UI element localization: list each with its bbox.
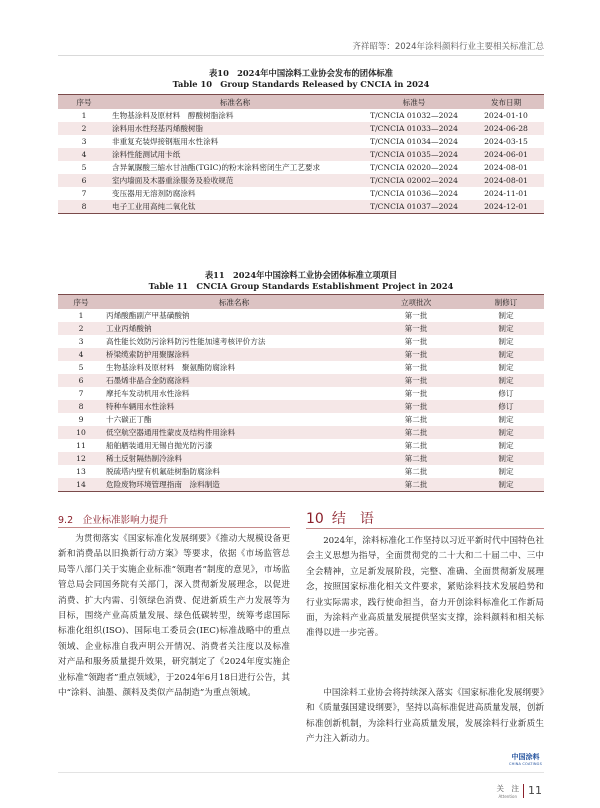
table-cell: 2024-12-01: [468, 200, 544, 214]
table-cell: 2: [58, 322, 104, 335]
table-cell: T/CNCIA 01036—2024: [370, 189, 458, 198]
table-cell: 3: [81, 137, 87, 146]
table-cell: 第二批: [364, 478, 468, 492]
table-cell: 含异氰脲酸三缩水甘油酯(TGIC)的粉末涂料密闭生产工艺要求: [112, 163, 321, 172]
table-cell: 制定: [498, 441, 514, 450]
table-cell: 6: [58, 174, 110, 187]
table-cell: 石墨烯非晶合金防腐涂料: [104, 374, 364, 387]
table11-header-cell: 序号: [58, 295, 104, 310]
section-9-2-rule: [58, 527, 290, 528]
table-cell: 制定: [468, 322, 544, 335]
table-cell: 7: [78, 389, 84, 398]
running-head: 齐祥昭等：2024年涂料颜料行业主要相关标准汇总: [352, 42, 544, 52]
table-cell: 危险废物环境管理指南 涂料制造: [104, 478, 364, 492]
table-row: [58, 200, 544, 214]
table10-header-cell: 标准名称: [110, 95, 360, 110]
table-cell: 制定: [468, 478, 544, 492]
section-9-2-body: 为贯彻落实《国家标准化发展纲要》《推动大规模设备更新和消费品以旧换新行动方案》等要求，依据《市场监管总局等八部门关于实施企业标准“领跑者”制度的意见》，市场监管总局会同国务院有关部门，深入贯彻新发展理念，以促进消费、扩大内需、引领绿色消费、促进新质生产力发展等为目标，围绕产业高质量发展、绿色低碳转型，统筹考虑国际标准化组织(ISO)、国际电工委员会(IEC)标准战略中的重点领域、企业标准自我声明公开情况、消费者关注度以及标准对产品和服务质量提升效果，研究制定了《2024年度实施企业标准“领跑者”重点领域》，于2024年6月18日进行公告，其中“涂料、油墨、颜料及类似产品制造”为重点领域。: [58, 534, 290, 699]
table-cell: 高性能长效防污涂料防污性能加速考核评价方法: [106, 337, 266, 346]
table-row: [58, 335, 544, 348]
table-row: [58, 400, 544, 413]
table-cell: 14: [58, 478, 104, 492]
table11-header-cell: 制修订: [468, 295, 544, 310]
table-cell: 制定: [468, 348, 544, 361]
table-cell: 桥梁缆索防护用聚脲涂料: [104, 348, 364, 361]
table-cell: 9: [78, 415, 84, 424]
table-cell: 第一批: [364, 374, 468, 387]
section-10-rule: [306, 528, 544, 529]
table-cell: 丙烯酸酯副产甲基磺酸钠: [106, 311, 190, 320]
section-10-paragraph-1: 2024年，涂料标准化工作坚持以习近平新时代中国特色社会主义思想为指导，全面贯彻党的二十大和二十届二中、三中全会精神，立足新发展阶段，完整、准确、全面贯彻新发展理念，按照国家标准化相关文件要求，紧贴涂料技术发展趋势和行业实际需求，践行使命担当，奋力开创涂料标准化工作新局面，为涂料产业高质量发展提供坚实支撑，涂料颜料和相关标准得以进一步完善。: [306, 536, 544, 639]
table-cell: T/CNCIA 02002—2024: [360, 174, 468, 187]
table-row: [58, 439, 544, 452]
table-cell: 5: [81, 163, 87, 172]
table-cell: 12: [58, 452, 104, 465]
table-cell: 生物基涂料及原材料 聚氨酯防腐涂料: [106, 363, 236, 372]
table-cell: 制定: [468, 426, 544, 439]
table11-header-row: [58, 295, 544, 310]
table-cell: 7: [81, 189, 87, 198]
table-row: [58, 109, 544, 122]
table-cell: 制定: [498, 311, 514, 320]
table10-header-cell: 序号: [58, 95, 110, 110]
footer-section: [497, 783, 520, 799]
table-cell: 10: [58, 426, 104, 439]
table10-caption-en: Table 10 Group Standards Released by CNCIA in 2024: [172, 79, 430, 89]
table-cell: 第二批: [364, 426, 468, 439]
page-footer: [497, 780, 543, 799]
table-cell: 8: [58, 400, 104, 413]
table11: [58, 294, 544, 492]
page-number: 11: [528, 784, 542, 797]
table-cell: 制定: [498, 337, 514, 346]
table-cell: 2024-08-01: [468, 174, 544, 187]
table-cell: T/CNCIA 01034—2024: [370, 137, 458, 146]
footer-bar: [523, 784, 524, 798]
table-row: [58, 361, 544, 374]
table-cell: 十六碳正丁酯: [106, 415, 152, 424]
table-row: [58, 387, 544, 400]
table11-header-cell: 标准名称: [104, 295, 364, 310]
table-cell: 稀土反射隔热制冷涂料: [104, 452, 364, 465]
table-cell: 第二批: [404, 415, 428, 424]
table-row: [58, 322, 544, 335]
table-cell: 2024-06-01: [468, 148, 544, 161]
table-cell: 涂料性能测试用卡纸: [110, 148, 360, 161]
table-cell: 13: [76, 467, 86, 476]
table-row: [58, 161, 544, 174]
table-cell: 2024-03-15: [484, 137, 528, 146]
table10-caption: [58, 68, 544, 90]
table-cell: 低空航空器通用性蒙皮及结构件用涂料: [104, 426, 364, 439]
table-cell: 修订: [468, 400, 544, 413]
table-cell: 制定: [498, 363, 514, 372]
table-row: [58, 348, 544, 361]
table-cell: T/CNCIA 01035—2024: [360, 148, 468, 161]
table-cell: T/CNCIA 02020—2024: [370, 163, 458, 172]
table11-caption-en: Table 11 CNCIA Group Standards Establishment Project in 2024: [148, 281, 454, 291]
logo-en: CHINA COATINGS: [508, 762, 542, 766]
footer-section-zh: 关 注: [496, 783, 519, 793]
table-row: [58, 309, 544, 322]
table-row: [58, 135, 544, 148]
section-10-heading: 结 语: [331, 511, 374, 527]
table-cell: 第一批: [404, 311, 428, 320]
logo-zh: 中国涂料: [511, 753, 540, 761]
table-row: [58, 374, 544, 387]
table-cell: 室内墙面及木器重涂服务及验收规范: [110, 174, 360, 187]
china-coatings-logo: [509, 752, 542, 766]
table-cell: 电子工业用高纯二氧化钛: [110, 200, 360, 214]
table-cell: 5: [78, 363, 84, 372]
table-row: [58, 413, 544, 426]
table-cell: 制定: [468, 374, 544, 387]
table-cell: 制定: [498, 467, 514, 476]
table-cell: 第一批: [404, 389, 428, 398]
table-cell: 2024-01-10: [484, 111, 528, 120]
table-cell: 第二批: [364, 452, 468, 465]
table10: [58, 94, 544, 214]
table-cell: 第一批: [364, 322, 468, 335]
table-cell: 3: [78, 337, 84, 346]
table-cell: 脱硫塔内壁有机氟硅树脂防腐涂料: [106, 467, 220, 476]
table-cell: 第一批: [364, 400, 468, 413]
table-cell: 涂料用水性羟基丙烯酸树脂: [110, 122, 360, 135]
table10-header-row: [58, 95, 544, 110]
table-cell: 第二批: [404, 467, 428, 476]
table-cell: 第一批: [404, 363, 428, 372]
table-row: [58, 478, 544, 492]
table10-caption-zh: 表10 2024年中国涂料工业协会发布的团体标准: [209, 68, 393, 78]
table-row: [58, 426, 544, 439]
table-cell: 生物基涂料及原材料 醇酸树脂涂料: [112, 111, 234, 120]
table-cell: 船舶舾装通用无锡自抛光防污漆: [106, 441, 213, 450]
table-cell: 工业丙烯酸钠: [104, 322, 364, 335]
footer-divider: [58, 772, 544, 773]
section-10-number: 10: [306, 511, 324, 527]
table10-header-cell: 发布日期: [468, 95, 544, 110]
table-cell: T/CNCIA 01033—2024: [360, 122, 468, 135]
table-cell: 制定: [468, 452, 544, 465]
section-10-title: [306, 508, 374, 528]
table10-header-cell: 标准号: [360, 95, 468, 110]
table-cell: 4: [58, 148, 110, 161]
table-row: [58, 187, 544, 200]
table-row: [58, 452, 544, 465]
table-cell: 变压器用无溶剂防腐涂料: [112, 189, 196, 198]
table10-body: [58, 109, 544, 214]
table-cell: 制定: [498, 415, 514, 424]
table-cell: 2024-11-01: [484, 189, 528, 198]
table-cell: 第二批: [404, 441, 428, 450]
table-cell: 4: [58, 348, 104, 361]
header-divider: [58, 55, 544, 56]
table11-body: [58, 309, 544, 492]
table-cell: 6: [58, 374, 104, 387]
table-cell: 8: [58, 200, 110, 214]
table-row: [58, 465, 544, 478]
table-cell: 2024-06-28: [468, 122, 544, 135]
table-cell: 摩托车发动机用水性涂料: [106, 389, 190, 398]
table-cell: 2024-08-01: [484, 163, 528, 172]
table-cell: 第一批: [364, 348, 468, 361]
section-10-paragraph-2: 中国涂料工业协会将持续深入落实《国家标准化发展纲要》和《质量强国建设纲要》，坚持以高标准促进高质量发展，创新标准创新机制，为涂料行业高质量发展，发展涂料行业新质生产力注入新动力。: [306, 688, 544, 745]
table-cell: 1: [81, 111, 87, 120]
table11-header-cell: 立项批次: [364, 295, 468, 310]
table-cell: 修订: [498, 389, 514, 398]
table-cell: 非重复充装焊接钢瓶用水性涂料: [112, 137, 219, 146]
table-cell: 2: [58, 122, 110, 135]
table-cell: 1: [78, 311, 84, 320]
footer-section-en: Attention: [498, 793, 517, 799]
table-cell: T/CNCIA 01037—2024: [360, 200, 468, 214]
table-row: [58, 148, 544, 161]
table-cell: 第一批: [404, 337, 428, 346]
table11-caption-zh: 表11 2024年中国涂料工业协会团体标准立项项目: [204, 270, 398, 280]
section-9-2-title: 9.2 企业标准影响力提升: [58, 515, 169, 526]
table-cell: 11: [76, 441, 86, 450]
table-row: [58, 174, 544, 187]
table-row: [58, 122, 544, 135]
table-cell: T/CNCIA 01032—2024: [370, 111, 458, 120]
table-cell: 特种车辆用水性涂料: [104, 400, 364, 413]
table11-caption: [58, 270, 544, 292]
